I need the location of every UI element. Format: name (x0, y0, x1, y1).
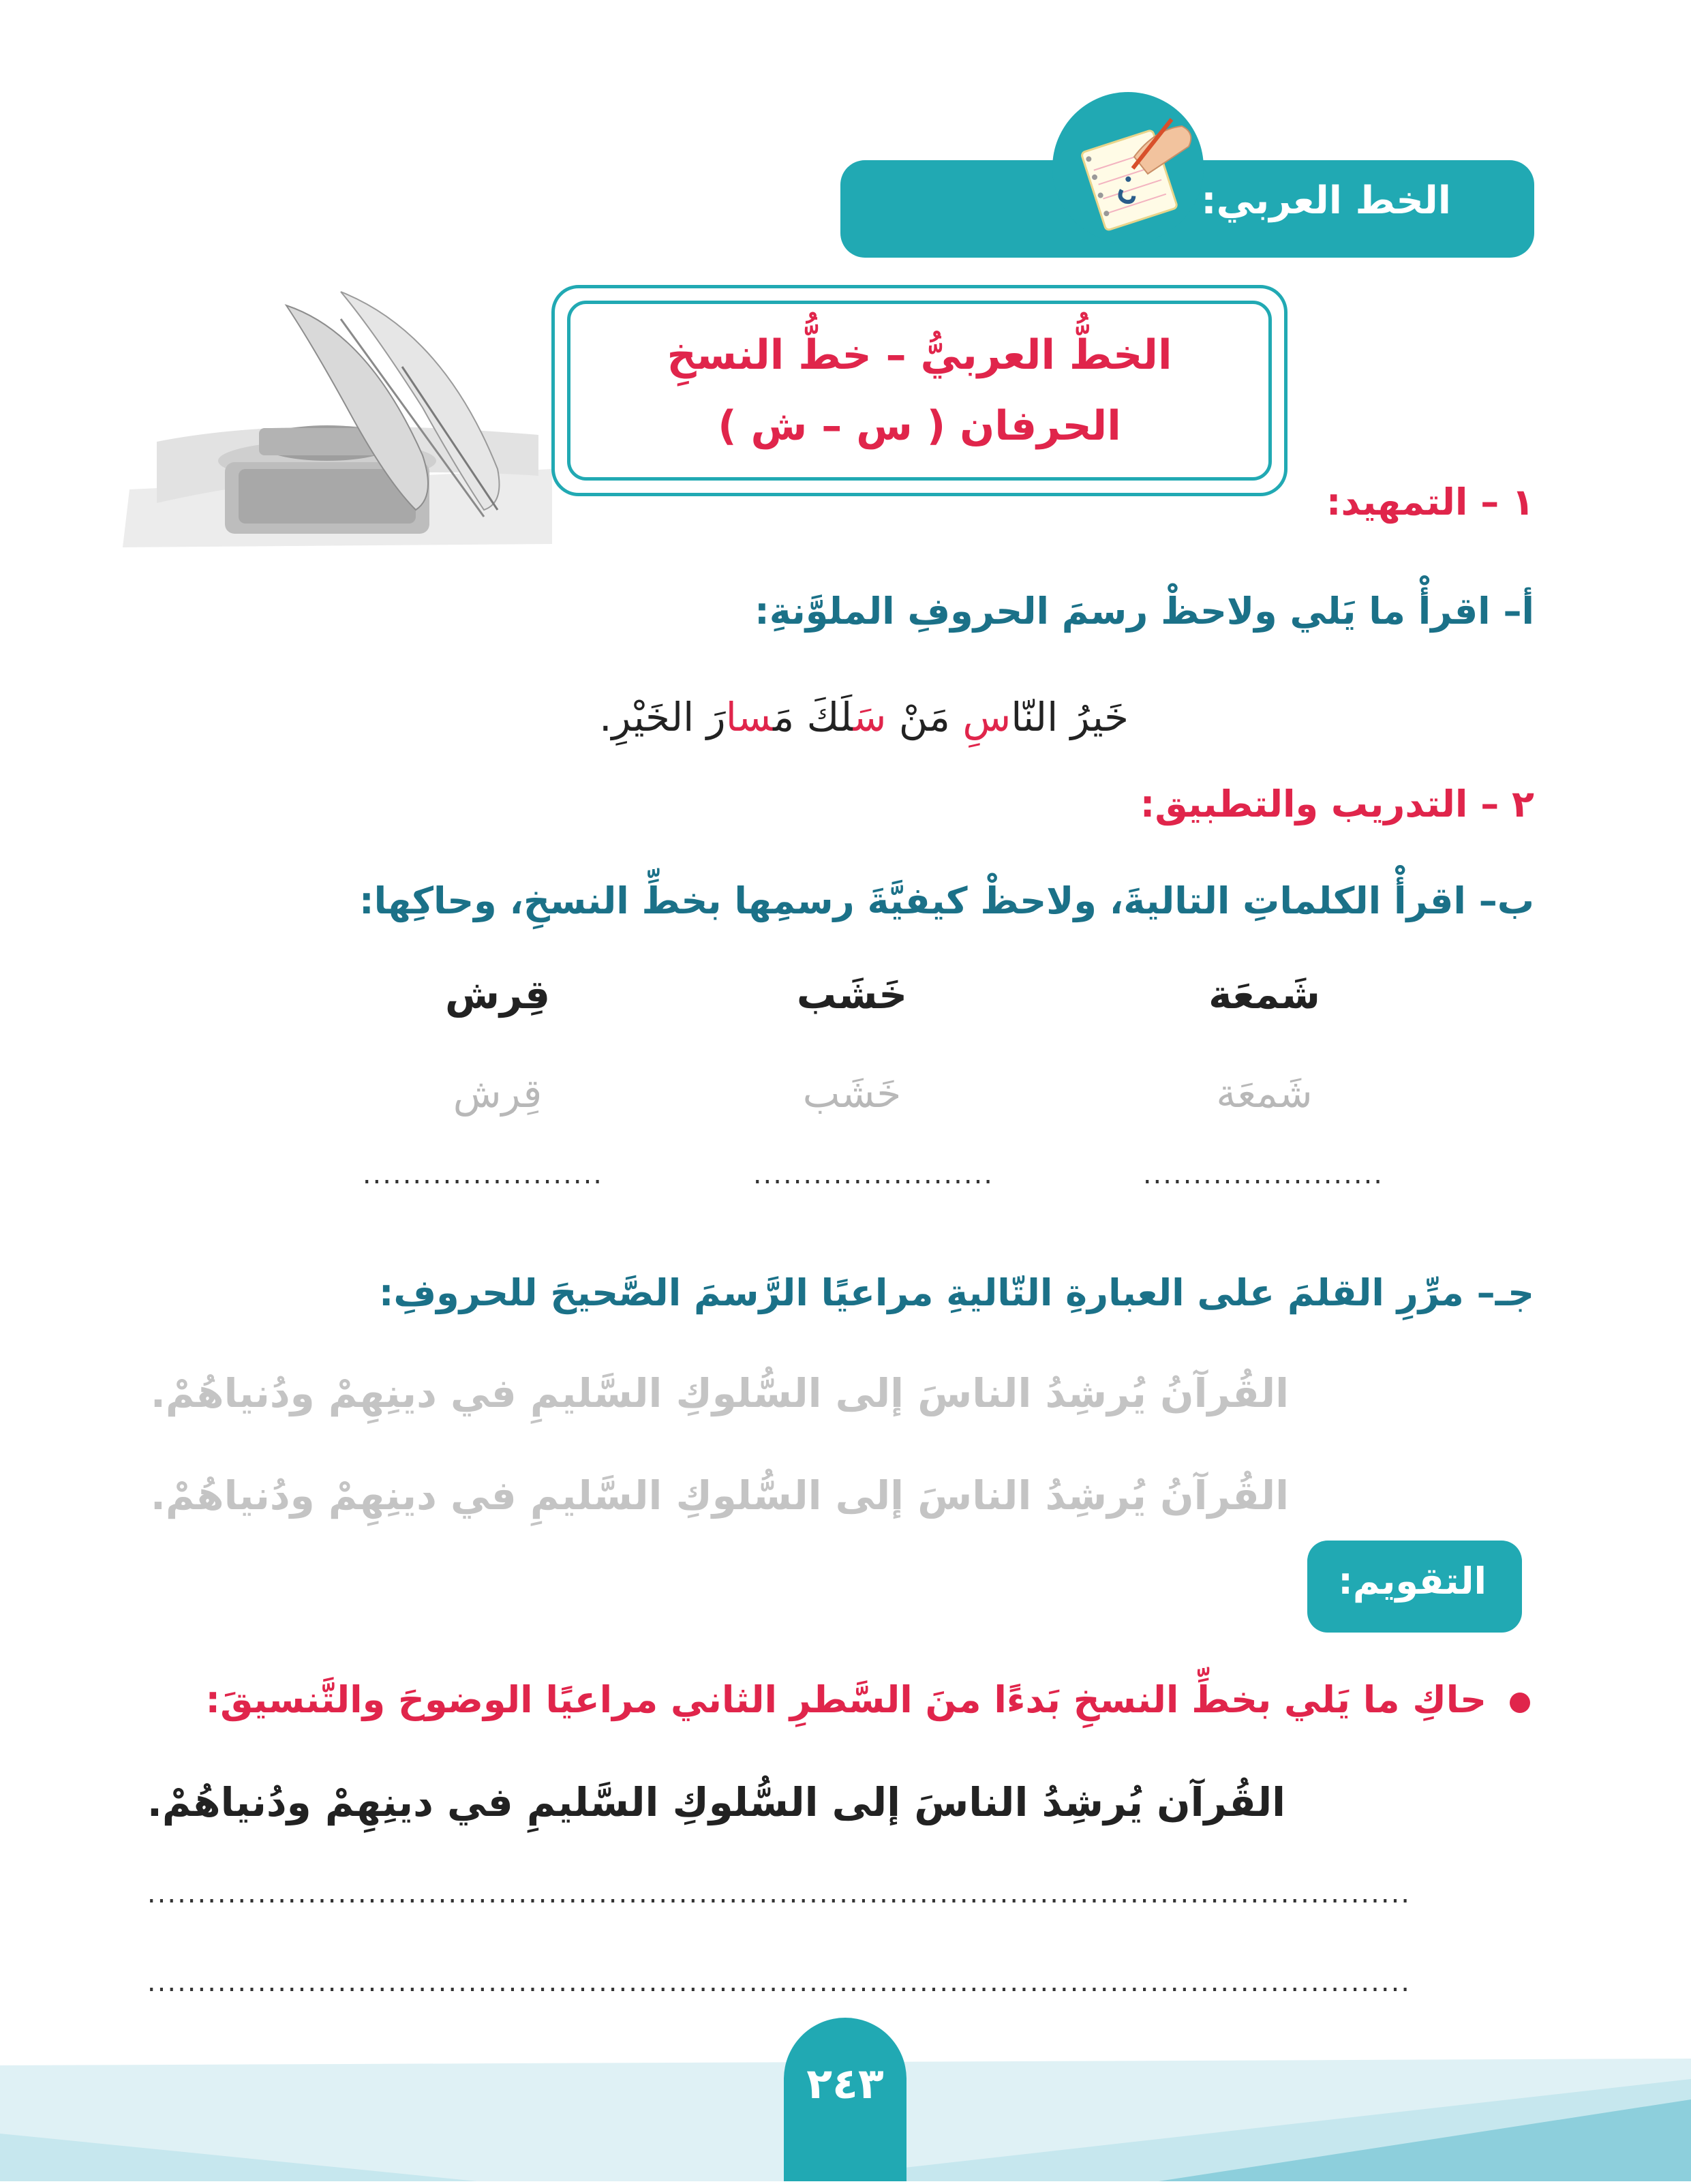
trace-word: قِرش (453, 1070, 543, 1117)
writing-hand-icon (1052, 92, 1204, 243)
evaluation-sentence: القُرآن يُرشِدُ الناسَ إلى السُّلوكِ السَّليمِ في دينِهِمْ ودُنياهُمْ. (147, 1779, 1285, 1825)
writing-line[interactable]: ........................ (362, 1159, 603, 1190)
evaluation-title: التقويم: (1338, 1560, 1487, 1603)
section2-heading: ٢ – التدريب والتطبيق: (1140, 783, 1534, 825)
section-header-title: الخط العربي: (1201, 179, 1451, 223)
lesson-title-box (551, 285, 1288, 496)
model-word: خَشَب (796, 971, 908, 1018)
trace-word: خَشَب (802, 1070, 902, 1117)
instruction-b: ب– اقرأْ الكلماتِ التاليةَ، ولاحظْ كيفيَّةَ رسمِها بخطِّ النسخِ، وحاكِها: (359, 879, 1534, 922)
model-word: شَمعَة (1208, 971, 1320, 1018)
writing-line[interactable]: ........................ (1142, 1159, 1384, 1190)
section1-heading: ١ – التمهيد: (1326, 481, 1534, 524)
writing-line[interactable]: .............................................................................................................................. (147, 1967, 1411, 1998)
lesson-subtitle: الحرفان ( س – ش ) (718, 402, 1121, 450)
writing-line[interactable]: .............................................................................................................................. (147, 1878, 1411, 1909)
model-word: قِرش (444, 971, 551, 1018)
evaluation-instruction: حاكِ ما يَلي بخطِّ النسخِ بَدءًا منَ السَّطرِ الثاني مراعيًا الوضوحَ والتَّنسيقَ: (205, 1678, 1487, 1721)
example-sentence: خَيرُ النّاسِ مَنْ سَلَكَ مَسارَ الخَيْرِ. (599, 694, 1129, 740)
instruction-c: جـ– مرِّرِ القلمَ على العبارةِ التّاليةِ مراعيًا الرَّسمَ الصَّحيحَ للحروفِ: (378, 1271, 1534, 1314)
page-number: ٢٤٣ (806, 2059, 884, 2108)
lesson-title: الخطُّ العربيُّ – خطُّ النسخِ (667, 331, 1172, 379)
trace-sentence-2: القُرآنُ يُرشِدُ الناسَ إلى السُّلوكِ السَّليمِ في دينِهِمْ ودُنياهُمْ. (150, 1472, 1289, 1519)
bullet-icon (1510, 1693, 1530, 1713)
trace-sentence-1: القُرآنُ يُرشِدُ الناسَ إلى السُّلوكِ السَّليمِ في دينِهِمْ ودُنياهُمْ. (150, 1370, 1289, 1416)
trace-word: شَمعَة (1216, 1070, 1313, 1117)
section1-instruction: أ– اقرأْ ما يَلي ولاحظْ رسمَ الحروفِ الملوَّنةِ: (755, 590, 1534, 633)
writing-line[interactable]: ........................ (752, 1159, 994, 1190)
ink-and-quill-illustration (116, 264, 566, 551)
